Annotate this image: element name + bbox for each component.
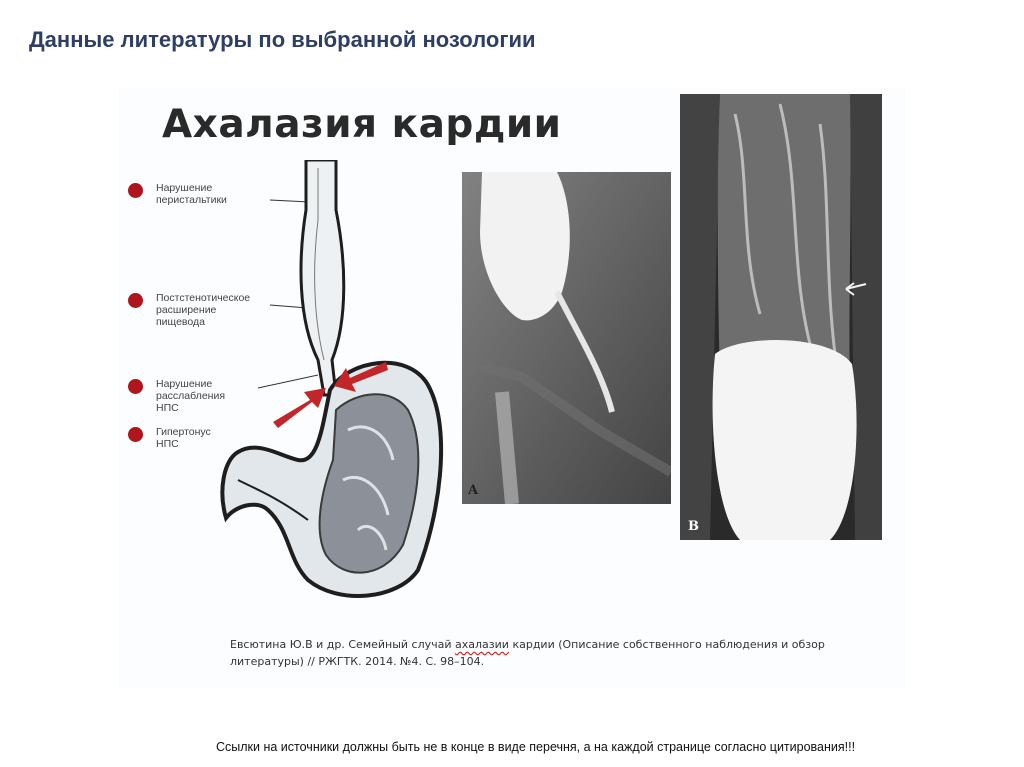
esophagus-shape	[301, 160, 344, 395]
citation-highlighted-word: ахалазии	[455, 638, 509, 651]
xray-a-drawing	[462, 172, 671, 504]
citation-prefix: Евсютина Ю.В и др. Семейный случай	[230, 638, 456, 651]
legend-label: Нарушение перистальтики	[156, 182, 227, 206]
legend-bullet-icon	[128, 427, 143, 442]
citation	[230, 636, 890, 670]
citation-suffix: кардии (Описание собственного наблюдения и обзор литературы) // РЖГТК. 2014. №4. С. 98–104.	[230, 638, 825, 668]
panel-label-a: A	[468, 483, 479, 498]
diagram-title: Ахалазия кардии	[162, 102, 562, 147]
legend-label: Гипертонус НПС	[156, 426, 211, 450]
pointer-line	[258, 375, 318, 388]
slide-footnote: Ссылки на источники должны быть не в конце в виде перечня, а на каждой странице согласно цитирования!!!	[216, 740, 856, 754]
barium-column	[713, 340, 857, 540]
pointer-line	[270, 200, 310, 202]
xray-b-drawing	[680, 94, 882, 540]
legend-label: Нарушение расслабления НПС	[156, 378, 226, 414]
legend-bullet-icon	[128, 183, 143, 198]
red-arrow-left-icon	[273, 388, 326, 428]
xray-image-b	[680, 94, 882, 540]
achalasia-figure	[118, 88, 906, 688]
panel-label-b: B	[688, 519, 699, 534]
legend-bullet-icon	[128, 379, 143, 394]
legend-label: Постстенотическое расширение пищевода	[156, 292, 251, 328]
slide-title: Данные литературы по выбранной нозологии	[29, 27, 536, 52]
legend-bullet-icon	[128, 293, 143, 308]
xray-image-a	[462, 172, 671, 504]
esophagus-stomach-illustration	[218, 160, 458, 610]
